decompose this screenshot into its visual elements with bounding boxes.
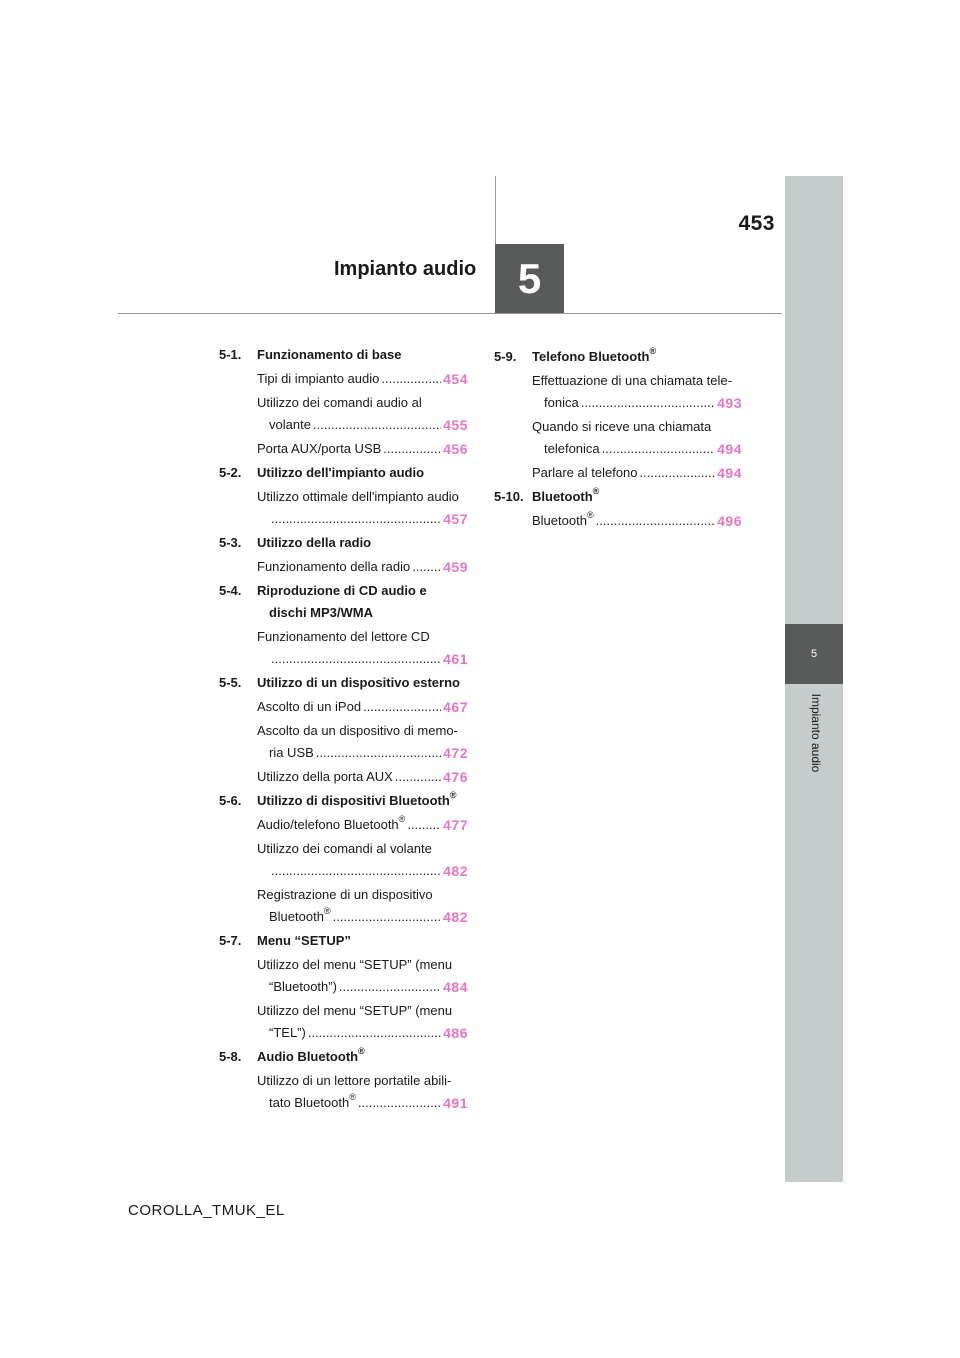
header-horizontal-rule (118, 313, 782, 314)
section-number: 5-5. (219, 675, 242, 690)
section-number: 5-6. (219, 793, 242, 808)
toc-entry[interactable] (219, 884, 468, 928)
page-link[interactable]: 491 (443, 1095, 468, 1111)
entry-title: Ascolto di un iPod (257, 699, 362, 714)
entry-line-continued (257, 860, 468, 882)
toc-entry[interactable] (219, 1000, 468, 1044)
entry-title: Registrazione di un dispositivo (257, 887, 433, 902)
page-link[interactable]: 472 (443, 745, 468, 761)
entry-line (257, 1000, 468, 1022)
dot-leader (358, 1092, 441, 1114)
dot-leader (602, 438, 715, 460)
dot-leader (271, 860, 441, 882)
page-number: 453 (738, 212, 775, 235)
entry-title: Utilizzo dei comandi audio al (257, 395, 422, 410)
entry-title: Effettuazione di una chiamata tele- (532, 373, 732, 388)
entry-line-continued (257, 508, 468, 530)
registered-mark: ® (592, 485, 600, 496)
page-link[interactable]: 494 (717, 441, 742, 457)
section-title-continued: dischi MP3/WMA (269, 605, 374, 620)
section-title: Utilizzo di dispositivi Bluetooth® (257, 789, 457, 808)
page-link[interactable]: 457 (443, 511, 468, 527)
registered-mark: ® (358, 1045, 365, 1056)
page-link[interactable]: 496 (717, 513, 742, 529)
entry-title: Utilizzo del menu “SETUP” (menu (257, 957, 453, 972)
section-number: 5-3. (219, 535, 242, 550)
entry-line (257, 954, 468, 976)
footer-model-code: COROLLA_TMUK_EL (128, 1202, 285, 1219)
entry-line (257, 696, 468, 718)
page-link[interactable]: 459 (443, 559, 468, 575)
entry-line (257, 368, 468, 390)
side-tab-chapter-number: 5 (785, 624, 843, 684)
registered-mark: ® (649, 345, 657, 356)
section-title: Riproduzione di CD audio e (257, 583, 427, 598)
toc-section-heading (219, 580, 468, 624)
dot-leader (308, 1022, 441, 1044)
registered-mark: ® (449, 789, 457, 800)
entry-line (257, 626, 468, 648)
section-title: Utilizzo di un dispositivo esterno (257, 675, 460, 690)
entry-title-continued: ria USB (269, 745, 314, 760)
entry-line (257, 814, 468, 836)
entry-title: Utilizzo del menu “SETUP” (menu (257, 1003, 453, 1018)
entry-title-continued: volante (269, 417, 311, 432)
entry-title: Audio/telefono Bluetooth® (257, 813, 406, 832)
section-number: 5-9. (494, 349, 517, 364)
entry-title-continued: “TEL”) (269, 1025, 306, 1040)
entry-line (532, 462, 742, 484)
section-title: Utilizzo della radio (257, 535, 372, 550)
page-link[interactable]: 467 (443, 699, 468, 715)
chapter-title: Impianto audio (334, 258, 477, 280)
dot-leader (271, 508, 441, 530)
section-number: 5-4. (219, 583, 242, 598)
page-link[interactable]: 482 (443, 863, 468, 879)
toc-entry[interactable] (219, 486, 468, 530)
entry-title: Porta AUX/porta USB (257, 441, 382, 456)
dot-leader (581, 392, 715, 414)
entry-line (532, 510, 742, 532)
entry-title: Parlare al telefono (532, 465, 638, 480)
page-link[interactable]: 477 (443, 817, 468, 833)
registered-mark: ® (349, 1091, 356, 1102)
toc-entry[interactable] (219, 838, 468, 882)
dot-leader (395, 766, 441, 788)
entry-line-continued (257, 414, 468, 436)
toc-entry[interactable] (494, 370, 742, 414)
entry-line (257, 556, 468, 578)
dot-leader (407, 814, 441, 836)
dot-leader (381, 368, 441, 390)
entry-line-continued (532, 438, 742, 460)
toc-section-heading (494, 346, 742, 368)
section-title: Funzionamento di base (257, 347, 402, 362)
entry-line (257, 838, 468, 860)
page-link[interactable]: 494 (717, 465, 742, 481)
section-title: Audio Bluetooth® (257, 1045, 365, 1064)
toc-entry[interactable] (219, 392, 468, 436)
dot-leader (271, 648, 441, 670)
entry-line (257, 392, 468, 414)
toc-entry[interactable] (219, 1070, 468, 1114)
entry-line (532, 370, 742, 392)
toc-section-heading (219, 1046, 468, 1068)
entry-title: Utilizzo della porta AUX (257, 769, 393, 784)
toc-section-heading (219, 462, 468, 484)
toc-section-heading (219, 672, 468, 694)
section-title: Telefono Bluetooth® (532, 345, 657, 364)
toc-entry[interactable] (219, 954, 468, 998)
dot-leader (596, 510, 716, 532)
dot-leader (412, 556, 441, 578)
entry-line-continued (257, 976, 468, 998)
section-number: 5-7. (219, 933, 242, 948)
entry-title-continued: fonica (544, 395, 579, 410)
entry-title-continued: “Bluetooth”) (269, 979, 337, 994)
toc-section-heading (494, 486, 742, 508)
entry-line (257, 884, 468, 906)
entry-line (257, 438, 468, 460)
registered-mark: ® (323, 905, 331, 916)
entry-title: Quando si riceve una chiamata (532, 419, 712, 434)
page-link[interactable]: 484 (443, 979, 468, 995)
dot-leader (333, 906, 442, 928)
toc-entry[interactable] (494, 416, 742, 460)
toc-section-heading (219, 930, 468, 952)
page-link[interactable]: 482 (443, 909, 468, 925)
entry-title-continued: tato Bluetooth® (269, 1091, 356, 1110)
toc-entry[interactable] (219, 720, 468, 764)
entry-line-continued (257, 742, 468, 764)
entry-title: Utilizzo dei comandi al volante (257, 841, 432, 856)
page-link[interactable]: 454 (443, 371, 468, 387)
toc-entry[interactable] (219, 814, 468, 836)
section-number: 5-1. (219, 347, 242, 362)
entry-title: Funzionamento della radio (257, 559, 411, 574)
toc-entry[interactable] (219, 626, 468, 670)
dot-leader (339, 976, 441, 998)
entry-line-continued (257, 906, 468, 928)
section-number: 5-10. (494, 489, 524, 504)
registered-mark: ® (398, 813, 406, 824)
entry-title: Funzionamento del lettore CD (257, 629, 430, 644)
entry-line-continued (257, 648, 468, 670)
dot-leader (363, 696, 441, 718)
toc-left-column (219, 344, 468, 1116)
entry-title: Tipi di impianto audio (257, 371, 380, 386)
toc-entry[interactable] (219, 766, 468, 788)
entry-line-continued (257, 1022, 468, 1044)
header-vertical-rule (495, 176, 496, 244)
dot-leader (383, 438, 441, 460)
dot-leader (313, 414, 441, 436)
toc-section-heading (219, 344, 468, 366)
dot-leader (316, 742, 441, 764)
toc-entry[interactable] (494, 510, 742, 532)
entry-title: Utilizzo di un lettore portatile abili- (257, 1073, 452, 1088)
toc-section-heading (219, 790, 468, 812)
entry-line-continued (532, 392, 742, 414)
entry-line (257, 720, 468, 742)
entry-title-continued: telefonica (544, 441, 600, 456)
side-tab-label: Impianto audio (809, 693, 823, 773)
entry-line (257, 1070, 468, 1092)
section-title: Bluetooth® (532, 485, 600, 504)
toc-entry[interactable] (219, 438, 468, 460)
section-number: 5-8. (219, 1049, 242, 1064)
page-link[interactable]: 456 (443, 441, 468, 457)
section-title: Utilizzo dell'impianto audio (257, 465, 425, 480)
entry-title-continued: Bluetooth® (269, 905, 331, 924)
entry-title: Utilizzo ottimale dell'impianto audio (257, 489, 459, 504)
entry-line (257, 486, 468, 508)
toc-entry[interactable] (494, 462, 742, 484)
toc-entry[interactable] (219, 556, 468, 578)
toc-right-column (494, 346, 742, 534)
entry-line-continued (257, 1092, 468, 1114)
section-title: Menu “SETUP” (257, 933, 351, 948)
section-number: 5-2. (219, 465, 242, 480)
chapter-number-block: 5 (495, 244, 564, 313)
page-link[interactable]: 476 (443, 769, 468, 785)
entry-line (257, 766, 468, 788)
toc-entry[interactable] (219, 696, 468, 718)
page-link[interactable]: 461 (443, 651, 468, 667)
entry-title: Bluetooth® (532, 509, 594, 528)
page-link[interactable]: 486 (443, 1025, 468, 1041)
page-link[interactable]: 455 (443, 417, 468, 433)
registered-mark: ® (586, 509, 594, 520)
dot-leader (640, 462, 716, 484)
entry-title: Ascolto da un dispositivo di memo- (257, 723, 458, 738)
toc-entry[interactable] (219, 368, 468, 390)
page-link[interactable]: 493 (717, 395, 742, 411)
entry-line (532, 416, 742, 438)
toc-section-heading (219, 532, 468, 554)
